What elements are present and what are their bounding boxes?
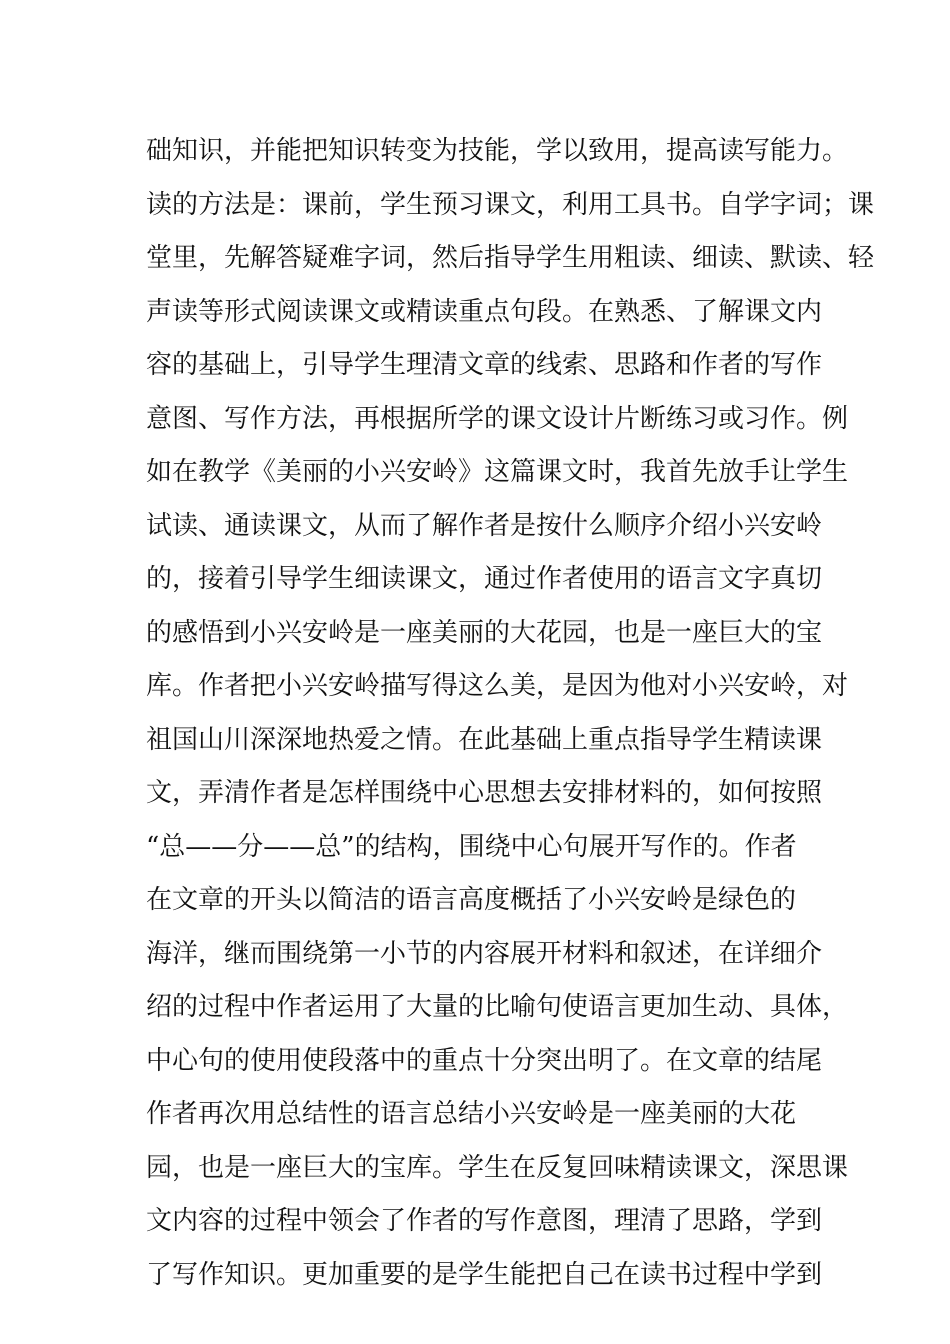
text-line: “总——分——总”的结构，围绕中心句展开写作的。作者	[146, 831, 797, 862]
text-line: 文，弄清作者是怎样围绕中心思想去安排材料的，如何按照	[146, 778, 823, 808]
text-line: 文内容的过程中领会了作者的写作意图，理清了思路，学到	[146, 1206, 823, 1236]
text-line: 的感悟到小兴安岭是一座美丽的大花园，也是一座巨大的宝	[146, 617, 823, 648]
text-line: 海洋，继而围绕第一小节的内容展开材料和叙述，在详细介	[146, 938, 823, 969]
text-line: 库。作者把小兴安岭描写得这么美，是因为他对小兴安岭，对	[146, 671, 849, 701]
text-line: 了写作知识。更加重要的是学生能把自己在读书过程中学到	[146, 1259, 823, 1290]
text-line: 作者再次用总结性的语言总结小兴安岭是一座美丽的大花	[146, 1099, 797, 1129]
text-line: 中心句的使用使段落中的重点十分突出明了。在文章的结尾	[146, 1045, 823, 1076]
text-line: 意图、写作方法，再根据所学的课文设计片断练习或习作。例	[146, 403, 849, 434]
text-line: 园，也是一座巨大的宝库。学生在反复回味精读课文，深思课	[146, 1152, 849, 1183]
text-line: 在文章的开头以简洁的语言高度概括了小兴安岭是绿色的	[146, 885, 797, 915]
text-line: 祖国山川深深地热爱之情。在此基础上重点指导学生精读课	[146, 724, 823, 755]
text-line: 如在教学《美丽的小兴安岭》这篇课文时，我首先放手让学生	[146, 457, 849, 487]
text-line: 础知识，并能把知识转变为技能，学以致用，提高读写能力。	[146, 136, 849, 166]
body-paragraph	[146, 125, 875, 1302]
text-line: 试读、通读课文，从而了解作者是按什么顺序介绍小兴安岭	[146, 510, 823, 541]
text-line: 绍的过程中作者运用了大量的比喻句使语言更加生动、具体，	[146, 992, 849, 1022]
text-line: 声读等形式阅读课文或精读重点句段。在熟悉、了解课文内	[146, 296, 823, 327]
text-line: 的，接着引导学生细读课文，通过作者使用的语言文字真切	[146, 564, 823, 594]
text-line: 容的基础上，引导学生理清文章的线索、思路和作者的写作	[146, 350, 823, 380]
text-line: 堂里，先解答疑难字词，然后指导学生用粗读、细读、默读、轻	[146, 243, 875, 273]
text-line: 读的方法是：课前，学生预习课文，利用工具书。自学字词；课	[146, 189, 875, 220]
